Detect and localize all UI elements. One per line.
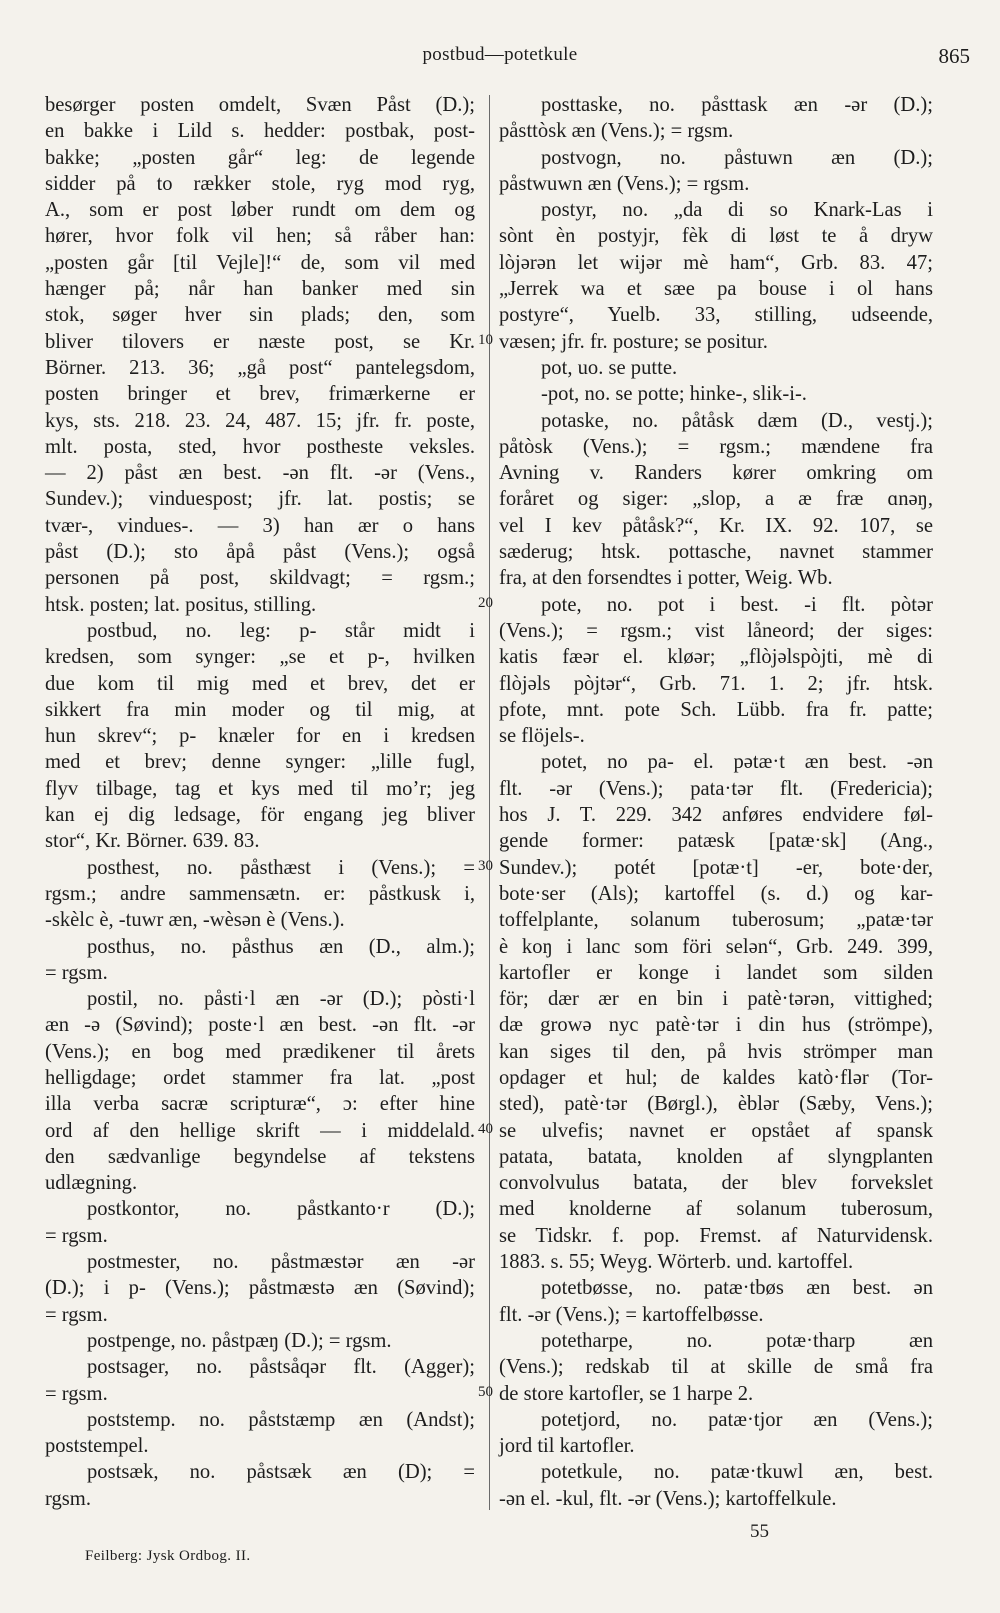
text-line: hun skrev“; p- knæler for en i kredsen (45, 725, 475, 748)
text-line: patata, batata, knolden af slyngplanten (499, 1145, 933, 1168)
text-line: den sædvanlige begyndelse af tekstens (45, 1145, 475, 1168)
text-line: 1883. s. 55; Weyg. Wörterb. und. kartoffel. (499, 1251, 854, 1274)
text-line: potetbøsse, no. patæ·tbøs æn best. ən (541, 1277, 933, 1300)
text-line: poststemp. no. påststæmp æn (Andst); (87, 1408, 475, 1431)
text-line: sònt èn postyjr, fèk di løst te å dryw (499, 225, 933, 248)
text-line: postkontor, no. påstkanto·r (D.); (87, 1198, 475, 1221)
text-line: dæ growə nyc patè·tər i din hus (strömpe), (499, 1014, 933, 1037)
text-line: poststempel. (45, 1435, 149, 1458)
text-line: foråret og siger: „slop, a æ fræ ɑnəŋ, (499, 488, 933, 511)
text-line: -pot, no. se potte; hinke-, slik-i-. (541, 383, 807, 406)
text-line: = rgsm. (45, 1224, 108, 1247)
text-line: toffelplante, solanum tuberosum; „patæ·tər (499, 909, 933, 932)
text-line: se Tidskr. f. pop. Fremst. af Naturvidensk. (499, 1224, 933, 1247)
line-number-30: 30 (478, 858, 493, 874)
text-line: stor“, Kr. Börner. 639. 83. (45, 830, 260, 853)
text-line: se ulvefis; navnet er opstået af spansk (499, 1119, 933, 1142)
text-line: -ən el. -kul, flt. -ər (Vens.); kartoffelkule. (499, 1487, 837, 1510)
column-divider (489, 95, 490, 1510)
right-column (499, 92, 933, 1512)
text-line: sidder på to rækker stole, ryg mod ryg, (45, 172, 475, 195)
text-line: potetjord, no. patæ·tjor æn (Vens.); (541, 1408, 933, 1431)
text-line: stok, søger hver sin plads; den, som (45, 304, 475, 327)
text-line: (Vens.); en bog med prædikener til årets (45, 1040, 475, 1063)
page-number: 865 (938, 44, 970, 68)
text-line: posten bringer et brev, frimærkerne er (45, 383, 475, 406)
text-line: tvær-, vindues-. — 3) han ær o hans (45, 514, 475, 537)
text-line: potet, no pa- el. pətæ·t æn best. -ən (541, 751, 933, 774)
text-line: = rgsm. (45, 961, 108, 984)
text-line: postmester, no. påstmæstər æn -ər (87, 1251, 475, 1274)
text-line: katis fæər el. kløər; „flòjəlspòjti, mè di (499, 646, 933, 669)
text-line: postyr, no. „da di so Knark-Las i (541, 199, 933, 222)
text-line: due kom til mig med et brev, det er (45, 672, 475, 695)
text-line: helligdage; ordet stammer fra lat. „post (45, 1066, 475, 1089)
text-line: se flöjels-. (499, 725, 585, 748)
line-number-10: 10 (478, 332, 493, 348)
text-line: (Vens.); redskab til at skille de små fra (499, 1356, 933, 1379)
text-line: hænger på; når han banker med sin (45, 278, 475, 301)
text-line: „Jerrek wa et sæe pa bouse i ol hans (499, 278, 933, 301)
text-line: kys, sts. 218. 23. 24, 487. 15; jfr. fr. poste, (45, 409, 475, 432)
text-line: pot, uo. se putte. (541, 356, 678, 379)
text-line: postvogn, no. påstuwn æn (D.); (541, 146, 933, 169)
text-line: htsk. posten; lat. positus, stilling. (45, 593, 317, 616)
text-line: postsæk, no. påstsæk æn (D); = (87, 1461, 475, 1484)
text-line: kredsen, som synger: „se et p-, hvilken (45, 646, 475, 669)
text-line: gende former: patæsk [patæ·sk] (Ang., (499, 830, 933, 853)
text-line: lòjərən let wijər mè ham“, Grb. 83. 47; (499, 251, 933, 274)
text-line: kan siges til den, på hvis strömper man (499, 1040, 933, 1063)
text-line: potaske, no. påtåsk dæm (D., vestj.); (541, 409, 933, 432)
text-line: jord til kartofler. (499, 1435, 635, 1458)
text-line: de store kartofler, se 1 harpe 2. (499, 1382, 754, 1405)
text-line: flòjəls pòjtər“, Grb. 71. 1. 2; jfr. htsk. (499, 672, 933, 695)
text-line: mlt. posta, sted, hvor postheste veksles. (45, 435, 475, 458)
text-line: hører, hvor folk vil hen; så råber han: (45, 225, 475, 248)
text-line: convolvulus batata, der blev forvekslet (499, 1172, 933, 1195)
text-line: = rgsm. (45, 1303, 108, 1326)
text-line: Börner. 213. 36; „gå post“ pantelegsdom, (45, 356, 475, 379)
text-line: postil, no. påsti·l æn -ər (D.); pòsti·l (87, 988, 475, 1011)
text-line: ord af den hellige skrift — i middelald. (45, 1119, 475, 1142)
text-line: postyre“, Yuelb. 33, stilling, udseende, (499, 304, 933, 327)
text-line: æn -ə (Søvind); poste·l æn best. -ən flt. -ər (45, 1014, 475, 1037)
line-number-50: 50 (478, 1384, 493, 1400)
text-line: rgsm. (45, 1487, 91, 1510)
text-line: påst (D.); sto åpå påst (Vens.); også (45, 541, 475, 564)
text-line: besørger posten omdelt, Svæn Påst (D.); (45, 94, 475, 116)
text-line: illa verba sacræ scripturæ“, ɔ: efter hine (45, 1093, 475, 1116)
text-line: væsen; jfr. fr. posture; se positur. (499, 330, 768, 353)
text-line: sikkert fra min moder og til mig, at (45, 698, 475, 721)
text-line: (Vens.); = rgsm.; vist låneord; der siges: (499, 619, 933, 642)
text-line: Sundev.); vinduespost; jfr. lat. postis; se (45, 488, 475, 511)
text-line: sæderug; htsk. pottasche, navnet stammer (499, 541, 933, 564)
text-line: potetharpe, no. potæ·tharp æn (541, 1329, 933, 1352)
text-line: kartofler er konge i landet som silden (499, 961, 933, 984)
text-line: postsager, no. påstsåqər flt. (Agger); (87, 1356, 475, 1379)
text-line: med et brev; denne synger: „lille fugl, (45, 751, 475, 774)
text-line: med knolderne af solanum tuberosum, (499, 1198, 933, 1221)
text-line: bliver tilovers er næste post, se Kr. (45, 330, 475, 353)
text-line: posttaske, no. påsttask æn -ər (D.); (541, 94, 933, 116)
text-line: = rgsm. (45, 1382, 108, 1405)
line-number-40: 40 (478, 1121, 493, 1137)
text-line: flyv tilbage, tag et kys med til mo’r; jeg (45, 777, 475, 800)
text-line: flt. -ər (Vens.); pata·tər flt. (Fredericia); (499, 777, 933, 800)
text-line: pfote, mnt. pote Sch. Lübb. fra fr. patte; (499, 698, 933, 721)
text-line: fra, at den forsendtes i potter, Weig. Wb. (499, 567, 833, 590)
text-line: Sundev.); potét [potæ·t] -er, bote·der, (499, 856, 933, 879)
text-line: posthest, no. påsthæst i (Vens.); = (87, 856, 475, 879)
line-number-20: 20 (478, 595, 493, 611)
text-line: (D.); i p- (Vens.); påstmæstə æn (Søvind); (45, 1277, 475, 1300)
text-line: sted), patè·tər (Børgl.), èblər (Sæby, Vens.); (499, 1093, 933, 1116)
text-line: potetkule, no. patæ·tkuwl æn, best. (541, 1461, 933, 1484)
text-line: — 2) påst æn best. -ən flt. -ər (Vens., (45, 462, 475, 485)
footer-source: Feilberg: Jysk Ordbog. II. (85, 1548, 251, 1564)
text-line: bakke; „posten går“ leg: de legende (45, 146, 475, 169)
text-line: posthus, no. påsthus æn (D., alm.); (87, 935, 475, 958)
text-line: en bakke i Lild s. hedder: postbak, post- (45, 120, 475, 143)
text-line: flt. -ər (Vens.); = kartoffelbøsse. (499, 1303, 764, 1326)
text-line: vel I kev påtåsk?“, Kr. IX. 92. 107, se (499, 514, 933, 537)
text-line: Avning v. Randers kører omkring om (499, 462, 933, 485)
text-line: udlægning. (45, 1172, 138, 1195)
text-line: för; dær ær en bin i patè·tərən, vittighed; (499, 988, 933, 1011)
text-line: påtòsk (Vens.); = rgsm.; mændene fra (499, 435, 933, 458)
text-line: -skèlc è, -tuwr æn, -wèsən è (Vens.). (45, 909, 345, 932)
left-column (45, 92, 475, 1512)
text-line: è koŋ i lanc som föri selən“, Grb. 249. 399, (499, 935, 933, 958)
signature-mark: 55 (750, 1521, 769, 1542)
text-line: hos J. T. 229. 342 anføres endvidere føl- (499, 804, 933, 827)
text-line: bote·ser (Als); kartoffel (s. d.) og kar- (499, 882, 933, 905)
text-line: kan ej dig ledsage, för engang jeg bliver (45, 804, 475, 827)
text-line: A., som er post løber rundt om dem og (45, 199, 475, 222)
text-line: personen på post, skildvagt; = rgsm.; (45, 567, 475, 590)
page-header-title: postbud—potetkule (422, 44, 578, 65)
text-line: pote, no. pot i best. -i flt. pòtər (541, 593, 933, 616)
text-line: påstwuwn æn (Vens.); = rgsm. (499, 172, 750, 195)
text-line: postbud, no. leg: p- står midt i (87, 619, 475, 642)
text-line: postpenge, no. påstpæŋ (D.); = rgsm. (87, 1329, 392, 1352)
text-line: påsttòsk æn (Vens.); = rgsm. (499, 120, 734, 143)
text-line: opdager et hul; de kaldes katò·flər (Tor- (499, 1066, 933, 1089)
text-line: rgsm.; andre sammensætn. er: påstkusk i, (45, 882, 475, 905)
text-line: „posten går [til Vejle]!“ de, som vil med (45, 251, 475, 274)
